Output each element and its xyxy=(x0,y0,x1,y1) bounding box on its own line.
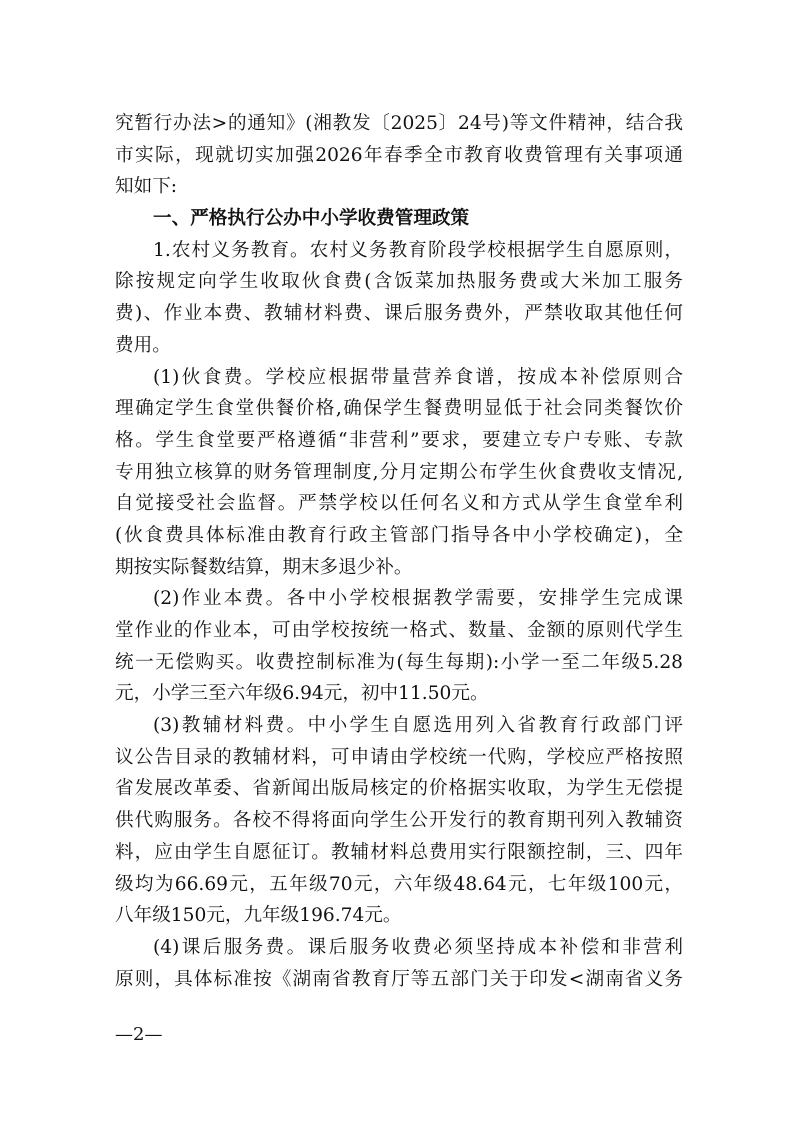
section-heading: 一、严格执行公办中小学收费管理政策 xyxy=(153,208,470,230)
text-line: 市实际，现就切实加强2026年春季全市教育收费管理有关事项通 xyxy=(115,144,683,166)
text-line: 1.农村义务教育。农村义务教育阶段学校根据学生自愿原则， xyxy=(153,239,683,261)
text-line: 理确定学生食堂供餐价格,确保学生餐费明显低于社会同类餐饮价 xyxy=(115,398,683,420)
text-line: 统一无偿购买。收费控制标准为(每生每期):小学一至二年级5.28 xyxy=(115,651,683,673)
text-line: 究暂行办法>的通知》(湘教发〔2025〕24号)等文件精神，结合我 xyxy=(115,113,683,134)
text-line: 八年级150元，九年级196.74元。 xyxy=(115,905,402,927)
text-line: (伙食费具体标准由教育行政主管部门指导各中小学校确定)，全 xyxy=(115,524,683,546)
text-line: 格。学生食堂要严格遵循“非营利”要求，要建立专户专账、专款 xyxy=(115,429,683,451)
text-line: (2)作业本费。各中小学校根据教学需要，安排学生完成课 xyxy=(153,588,683,610)
document-body xyxy=(115,108,683,995)
text-line: (4)课后服务费。课后服务收费必须坚持成本补偿和非营利 xyxy=(153,936,683,958)
text-line: 费用。 xyxy=(115,334,171,356)
text-line: 级均为66.69元，五年级70元，六年级48.64元，七年级100元， xyxy=(115,873,683,895)
text-line: 料，应由学生自愿征订。教辅材料总费用实行限额控制，三、四年 xyxy=(115,841,683,863)
text-line: 堂作业的作业本，可由学校按统一格式、数量、金额的原则代学生 xyxy=(115,620,683,641)
text-line: 议公告目录的教辅材料，可申请由学校统一代购，学校应严格按照 xyxy=(115,746,683,768)
text-line: 省发展改革委、省新闻出版局核定的价格据实收取，为学生无偿提 xyxy=(115,778,683,800)
text-line: 费)、作业本费、教辅材料费、课后服务费外，严禁收取其他任何 xyxy=(115,303,683,325)
text-line: 自觉接受社会监督。严禁学校以任何名义和方式从学生食堂牟利 xyxy=(115,493,683,515)
text-line: 除按规定向学生收取伙食费(含饭菜加热服务费或大米加工服务 xyxy=(115,271,683,293)
text-line: (3)教辅材料费。中小学生自愿选用列入省教育行政部门评 xyxy=(153,715,683,737)
text-line: 期按实际餐数结算，期末多退少补。 xyxy=(115,556,413,578)
page-number: —2— xyxy=(115,1024,163,1045)
text-line: (1)伙食费。学校应根据带量营养食谱，按成本补偿原则合 xyxy=(153,366,683,388)
text-line: 元，小学三至六年级6.94元，初中11.50元。 xyxy=(115,683,489,705)
text-line: 专用独立核算的财务管理制度,分月定期公布学生伙食费收支情况, xyxy=(115,461,683,483)
text-line: 供代购服务。各校不得将面向学生公开发行的教育期刊列入教辅资 xyxy=(115,810,683,832)
text-line: 知如下: xyxy=(115,176,178,198)
text-line: 原则，具体标准按《湖南省教育厅等五部门关于印发<湖南省义务 xyxy=(115,968,683,990)
